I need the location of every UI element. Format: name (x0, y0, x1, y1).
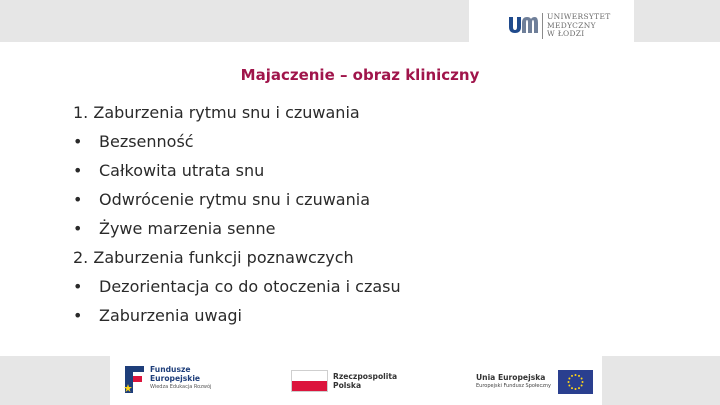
line-text: Dezorientacja co do otoczenia i czasu (99, 277, 401, 296)
content-line-bullet (73, 272, 401, 301)
line-text: Żywe marzenia senne (99, 219, 276, 238)
fe-line-1: Fundusze (150, 365, 191, 374)
line-text: 1. Zaburzenia rytmu snu i czuwania (73, 103, 360, 122)
bullet-marker: • (73, 190, 83, 209)
university-name-line-1: UNIWERSYTET (547, 12, 611, 21)
eu-sub: Europejski Fundusz Społeczny (476, 383, 551, 389)
um-logo-icon (507, 13, 539, 35)
university-name (547, 13, 611, 39)
bullet-marker: • (73, 306, 83, 325)
fundusze-europejskie-icon (124, 364, 146, 394)
line-text: 2. Zaburzenia funkcji poznawczych (73, 248, 354, 267)
fundusze-europejskie-label (150, 366, 211, 392)
bullet-marker: • (73, 219, 83, 238)
content-line-bullet (73, 301, 401, 330)
line-text: Zaburzenia uwagi (99, 306, 242, 325)
eu-line-1: Unia Europejska (476, 373, 546, 382)
logo-separator (542, 13, 543, 39)
line-text: Odwrócenie rytmu snu i czuwania (99, 190, 370, 209)
bullet-marker: • (73, 277, 83, 296)
eu-flag-icon (558, 370, 593, 394)
content-line-bullet (73, 156, 401, 185)
fe-sub: Wiedza Edukacja Rozwój (150, 384, 212, 391)
unia-europejska-label (476, 373, 551, 391)
content-line-numbered (73, 98, 401, 127)
rp-line-1: Rzeczpospolita (333, 372, 398, 381)
bullet-marker: • (73, 161, 83, 180)
rp-line-2: Polska (333, 380, 362, 390)
slide-title (0, 66, 720, 84)
fe-line-2: Europejskie (150, 373, 201, 383)
content-line-bullet (73, 127, 401, 156)
content-line-bullet (73, 214, 401, 243)
slide-content (73, 98, 401, 330)
polish-flag-icon (291, 370, 328, 392)
university-name-line-3: W ŁODZI (547, 29, 585, 39)
university-name-line-2: MEDYCZNY (547, 20, 596, 30)
slide-title-text: Majaczenie – obraz kliniczny (240, 66, 480, 84)
rzeczpospolita-label (333, 373, 397, 390)
content-line-bullet (73, 185, 401, 214)
bullet-marker: • (73, 132, 83, 151)
line-text: Bezsenność (99, 132, 194, 151)
line-text: Całkowita utrata snu (99, 161, 265, 180)
content-line-numbered (73, 243, 401, 272)
